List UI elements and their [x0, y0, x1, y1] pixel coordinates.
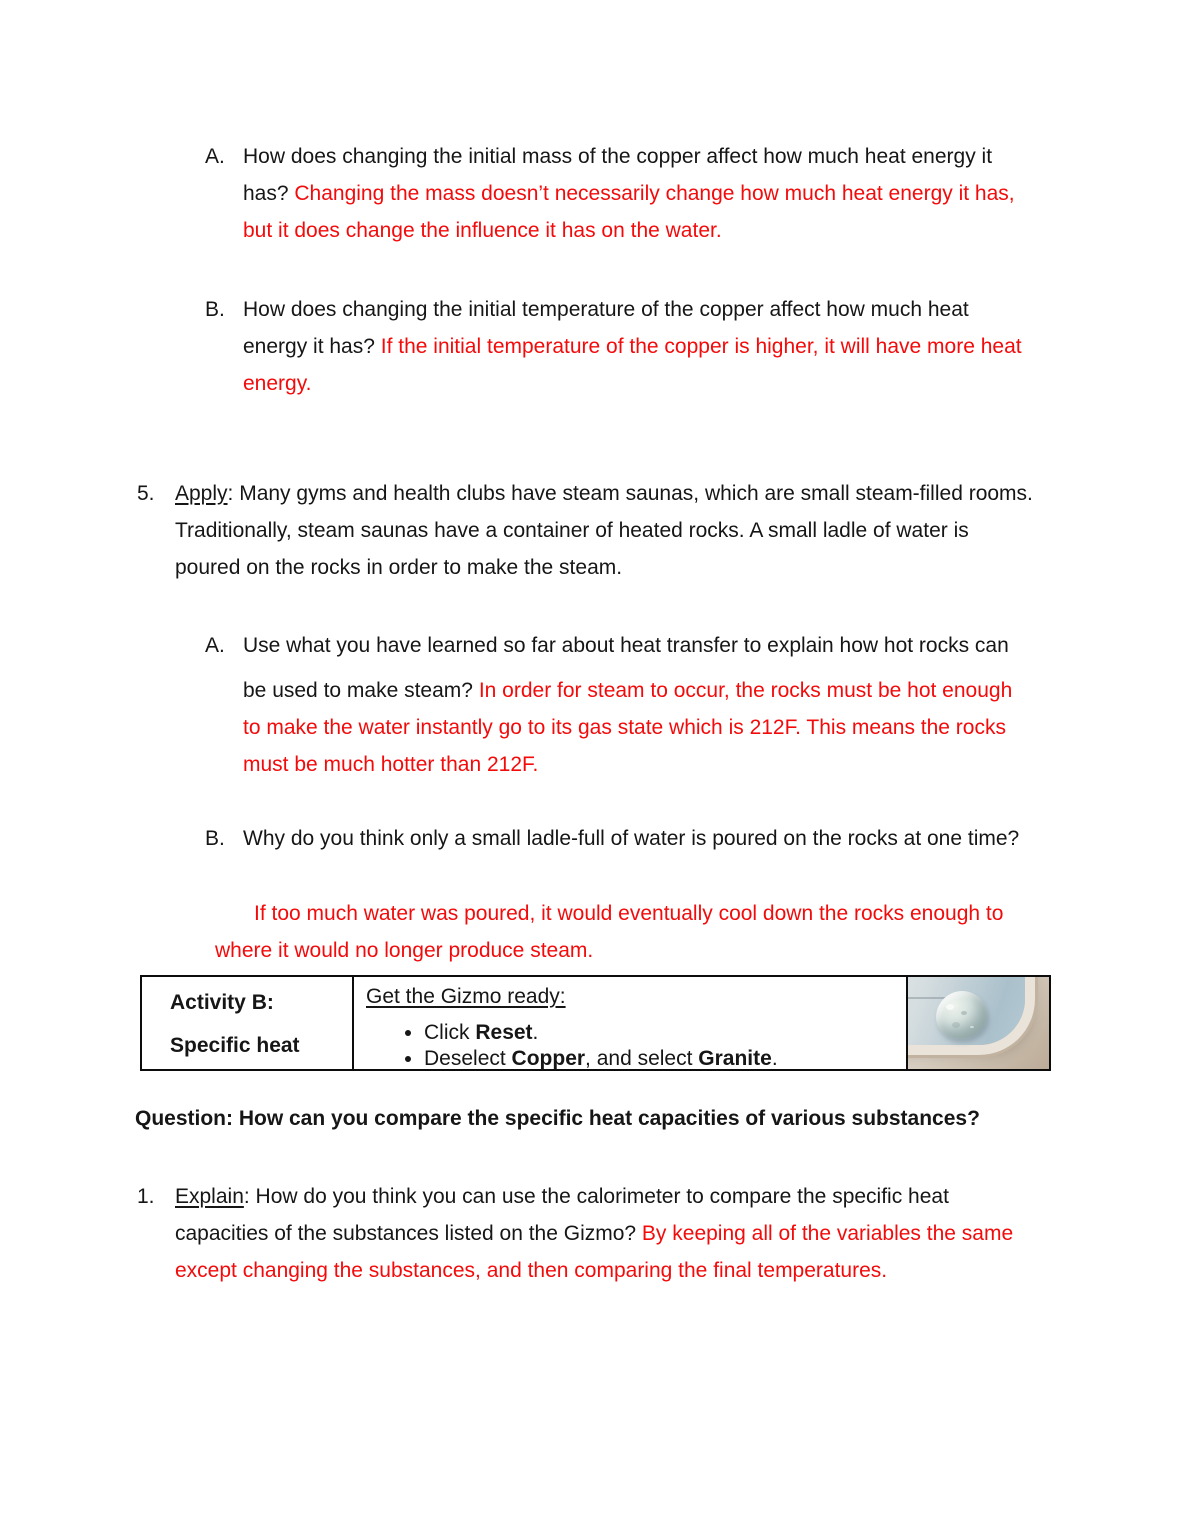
answer-text: In order for steam to occur, the rocks must be hot enough — [478, 679, 1013, 702]
answer-text: By keeping all of the variables the same — [641, 1222, 1014, 1245]
question-5b — [205, 820, 1020, 857]
question-text: How does changing the initial mass of the copper affect how much heat energy it — [243, 145, 993, 168]
item-marker: 5. — [137, 482, 155, 505]
question-text: energy it has? — [243, 335, 381, 358]
list-item: • Click Reset. — [424, 1020, 906, 1046]
question-text: How does changing the initial temperature of the copper affect how much heat — [243, 298, 969, 321]
item-marker: A. — [205, 634, 225, 657]
item-marker: B. — [205, 827, 225, 850]
apply-label: Apply — [175, 482, 228, 505]
question-text: Why do you think only a small ladle-full of water is poured on the rocks at one time? — [243, 827, 1020, 850]
question-text: Use what you have learned so far about heat transfer to explain how hot rocks can — [243, 634, 1009, 657]
question-text: : How do you think you can use the calorimeter to compare the specific heat — [243, 1185, 949, 1208]
answer-5b — [215, 895, 1003, 969]
gizmo-ready-cell — [354, 977, 908, 1069]
activity-title-cell — [142, 977, 354, 1069]
question-text: has? — [243, 182, 295, 205]
question-text: : Many gyms and health clubs have steam saunas, which are small steam-filled rooms. — [227, 482, 1033, 505]
answer-text: but it does change the influence it has on the water. — [243, 219, 722, 242]
item-marker: 1. — [137, 1185, 155, 1208]
list-item: • Deselect Copper, and select Granite. — [424, 1046, 906, 1072]
activity-table — [140, 975, 1051, 1071]
question-text: capacities of the substances listed on the Gizmo? — [175, 1222, 642, 1245]
question-5a — [205, 627, 1013, 783]
gizmo-ready-heading: Get the Gizmo ready: — [366, 985, 566, 1008]
question-1 — [137, 1178, 1014, 1289]
answer-text: Changing the mass doesn’t necessarily change how much heat energy it has, — [294, 182, 1015, 205]
answer-text: If too much water was poured, it would eventually cool down the rocks enough to — [254, 902, 1004, 925]
question-4a — [205, 138, 1015, 249]
answer-text: where it would no longer produce steam. — [215, 939, 594, 962]
question-text: be used to make steam? — [243, 679, 479, 702]
question-heading: Question: How can you compare the specific heat capacities of various substances? — [135, 1107, 980, 1130]
activity-subtitle: Specific heat — [170, 1034, 300, 1057]
answer-text: If the initial temperature of the copper is higher, it will have more heat — [380, 335, 1022, 358]
question-5 — [137, 475, 1033, 586]
question-text: Traditionally, steam saunas have a container of heated rocks. A small ladle of water is — [175, 519, 969, 542]
answer-text: except changing the substances, and then comparing the final temperatures. — [175, 1259, 888, 1282]
question-text: poured on the rocks in order to make the steam. — [175, 556, 623, 579]
item-marker: A. — [205, 145, 225, 168]
question-4b — [205, 291, 1022, 402]
activity-title: Activity B: — [170, 991, 274, 1014]
answer-text: must be much hotter than 212F. — [243, 753, 539, 776]
gizmo-image-cell — [908, 977, 1049, 1069]
gizmo-ready-list — [366, 1020, 906, 1072]
explain-label: Explain — [175, 1185, 244, 1208]
item-marker: B. — [205, 298, 225, 321]
answer-text: energy. — [243, 372, 312, 395]
answer-text: to make the water instantly go to its gas state which is 212F. This means the rocks — [243, 716, 1006, 739]
